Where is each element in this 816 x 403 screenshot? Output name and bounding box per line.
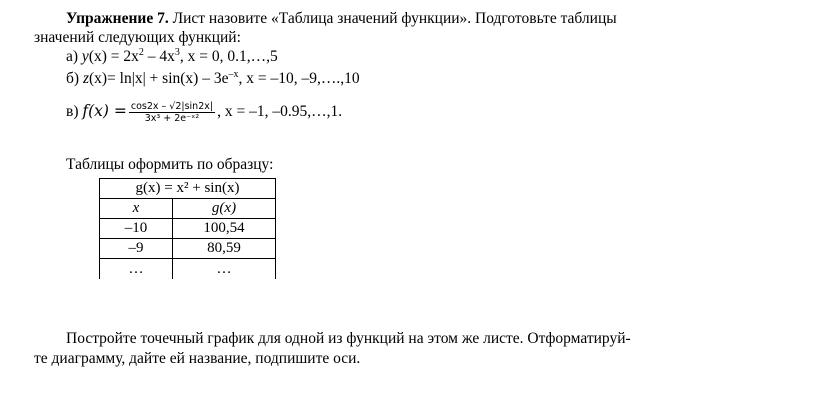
item-c-range: , x = –1, –0.95,…,1. <box>217 103 343 120</box>
table-cell: –9 <box>100 239 173 259</box>
header-gx-text: g(x) <box>211 200 237 216</box>
footer-line2: те диаграмму, дайте ей название, подпишите оси. <box>34 350 361 367</box>
sample-table <box>99 178 276 279</box>
item-c-marker: в) <box>66 103 79 120</box>
item-b-func: z <box>82 70 89 87</box>
item-a-marker: а) <box>66 48 79 65</box>
item-b-exp: –x <box>228 69 239 80</box>
function-item-b <box>66 70 360 88</box>
sample-table-title-row <box>100 179 276 199</box>
table-row <box>100 259 276 280</box>
table-cell: –10 <box>100 219 173 239</box>
item-a-func: y <box>81 48 89 65</box>
sample-table-header-row <box>100 199 276 219</box>
table-cell: … <box>100 259 173 280</box>
item-a-mid: – 4x <box>143 48 175 65</box>
item-a-arg: (x) <box>88 48 107 65</box>
function-item-a <box>66 48 278 66</box>
function-item-c <box>66 99 342 124</box>
exercise-intro-line2: значений следующих функций: <box>34 29 241 46</box>
item-a-exp1: 2 <box>138 47 144 58</box>
table-cell: 80,59 <box>173 239 276 259</box>
exercise-title: Упражнение 7. <box>66 10 169 27</box>
item-a-eq: = 2x <box>106 48 139 65</box>
sample-table-header-gx <box>173 199 276 219</box>
item-c-denominator: 3x³ + 2e⁻ˣ² <box>144 112 200 124</box>
table-row <box>100 219 276 239</box>
item-b-body: (x)= ln|x| + sin(x) – 3e <box>88 70 229 87</box>
item-a-exp2: 3 <box>174 47 180 58</box>
sample-table-title: g(x) = x² + sin(x) <box>100 179 276 199</box>
table-cell: 100,54 <box>173 219 276 239</box>
item-c-fraction <box>129 101 215 124</box>
table-cell: … <box>173 259 276 280</box>
footer-line1: Постройте точечный график для одной из функций на этом же листе. Отформатируй- <box>66 330 631 347</box>
sample-caption: Таблицы оформить по образцу: <box>66 156 274 173</box>
header-x-text: x <box>132 200 140 216</box>
exercise-intro-text: Лист назовите «Таблица значений функции». Подготовьте таблицы <box>172 10 617 27</box>
item-a-range: , x = 0, 0.1,…,5 <box>179 48 278 65</box>
item-c-func: f(x) = <box>82 102 127 120</box>
item-c-numerator: cos2x – √2|sin2x| <box>130 100 214 112</box>
sample-table-header-x <box>100 199 173 219</box>
exercise-intro-line1 <box>66 10 617 28</box>
item-b-marker: б) <box>66 70 80 87</box>
item-b-range: , x = –10, –9,….,10 <box>238 70 360 87</box>
table-row <box>100 239 276 259</box>
